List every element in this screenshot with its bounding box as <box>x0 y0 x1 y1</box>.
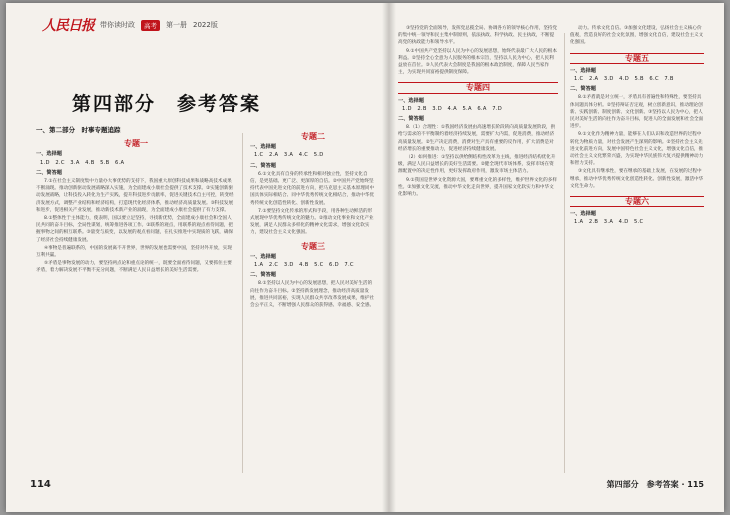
page-title: 第四部分 参考答案 <box>72 93 262 115</box>
column-divider <box>564 33 565 473</box>
header-subtitle: 带你读时政 <box>100 21 135 29</box>
topic-heading: 专题二 <box>301 132 325 141</box>
answer-paragraph: ③坚持党的全面领导，发挥党总揽全局、协调各方的领导核心作用，坚持党的集中统一领导和民主集中制原则，依法执政、科学执政、民主执政，不断提高党的执政能力和领导水平。 <box>398 26 558 46</box>
answer-paragraph: ③文化具有继承性，要在继承的基础上发展，在发展的过程中继承，推动中华优秀传统文化创造性转化、创新性发展，激活中华文化生命力。 <box>570 169 704 189</box>
choice-answers: 1.A 2.B 3.A 4.D 5.C <box>574 219 644 226</box>
topic-heading: 专题五 <box>570 53 704 64</box>
answer-paragraph: 8.①整体性于主体能力，使表明，国以要立足坚持，寻找新优势，全面建成小康社会和全国人民共同的奋斗目标，全局性谋划，统筹推进各项工作。②联系的观点，用联系的观点看待问题，把握事物之间的相互联系。③量变与质变，以发展的观点看问题，在扎实推进中实现质的飞跃，确保了经济社会持续健康发展。 <box>36 216 234 243</box>
section-heading: 一、第二部分 时事专题追踪 <box>36 126 121 134</box>
answer-paragraph: 9.①文化作为精神力量，能够在人们认识和改造世界的过程中转化为物质力量，对社会发展产生深刻的影响。②坚持社会主义先进文化前进方向，发展中国特色社会主义文化，增强文化自信，推动社会主义文化繁荣兴盛，为实现中华民族伟大复兴提供精神动力和智力支持。 <box>570 132 704 167</box>
right-page-footer <box>607 479 704 490</box>
left-column-1 <box>36 127 236 276</box>
choice-answers: 1.D 2.B 3.D 4.A 5.A 6.A 7.D <box>402 105 503 112</box>
book-gutter <box>382 3 396 512</box>
choice-answers: 1.D 2.C 3.A 4.B 5.B 6.A <box>40 159 125 166</box>
answer-paragraph: 6.①文化具有自身的传承性和相对独立性，坚持文化自信，是更基础、更广泛、更深厚的自信。②中国共产党始终坚持代表中国先进文化的前进方向，把马克思主义基本原理同中国具体实际相结合、同中华优秀传统文化相结合，推动中华优秀传统文化创造性转化、创新性发展。 <box>250 171 375 206</box>
footer-separator: · <box>681 480 688 489</box>
answer-paragraph: ④事物是普遍联系的，中国的发展离不开世界，世界的发展也需要中国，坚持对外开放，实现互利共赢。 <box>36 245 232 259</box>
question-heading: 二、简答题 <box>36 169 62 176</box>
answer-paragraph: 7.①要坚持文化传承的形式和手段，用各种生动鲜活的形式展现中华优秀传统文化的魅力。②推动文化事业和文化产业发展，满足人民群众多样化的精神文化需求，增强文化软实力，建设社会主义文化强国。 <box>250 208 374 236</box>
answer-paragraph: 7.①在社会主义制度集中力量办大事优势的支持下，我国重大原创科技成果和战略高技术成果不断涌现。推动创新驱动发展战略深入实施，为全面建成小康社会提供了技术支撑。②实施创新驱动发展战略，让科技投入转化为生产实践，提升科技进步贡献率，促进关键技术自主可控，转变经济发展方式，调整产业结构和经济结构，打造现代化经济体系，推动经济高质量发展。③科技发展和进步，促进相关产业发展，推动新技术新产业的涌现，为全面建成小康社会提供了有力支撑。 <box>36 179 234 213</box>
topic-heading: 专题一 <box>124 139 148 149</box>
answer-paragraph: 9.①我国是世界文化资源大国，要尊重文化的多样性，维护世界文化的多样性。②加强文化交流，推动中华文化走向世界，提升国家文化软实力和中华文化影响力。 <box>398 177 557 198</box>
choice-answers: 1.A 2.C 3.D 4.B 5.C 6.D 7.C <box>254 262 354 269</box>
question-heading: 一、选择题 <box>398 97 424 104</box>
question-heading: 二、简答题 <box>570 86 596 93</box>
left-page-number: 114 <box>30 479 51 490</box>
question-heading: 一、选择题 <box>36 151 62 158</box>
right-column-1 <box>398 25 558 199</box>
answer-paragraph: 动力。传承文化自信。③加强文化建设，弘扬社会主义核心价值观，营造良好的社会文化氛围，增强文化自信，建设社会主义文化强国。 <box>570 26 704 46</box>
topic-heading: 专题三 <box>301 241 325 251</box>
book-spread <box>6 3 724 512</box>
left-column-2 <box>250 127 376 310</box>
question-heading: 一、选择题 <box>250 144 276 151</box>
answer-paragraph: 9.①中国共产党坚持以人民为中心的发展思想，始终代表最广大人民的根本利益。②坚持全心全意为人民服务的根本宗旨，坚持以人民为中心，把人民利益放在首位。③人民代表大会制度是我国的根本政治制度，保障人民当家作主，为实现共同富裕提供制度保障。 <box>398 48 557 76</box>
header-tag: 高考 <box>141 20 160 31</box>
question-heading: 二、简答题 <box>398 116 424 123</box>
answer-paragraph: 8.①坚持以人民为中心的发展思想，把人民对美好生活的向往作为奋斗目标。②坚持新发展理念，推动经济高质量发展，推进共同富裕，实现人民群众共享改革发展成果，维护社会公平正义，不断增强人民群众的获得感、幸福感、安全感。 <box>250 281 375 309</box>
right-page-number: 115 <box>687 480 704 489</box>
question-heading: 一、选择题 <box>570 67 596 74</box>
choice-answers: 1.C 2.A 3.A 4.C 5.D <box>254 152 324 159</box>
newspaper-logo: 人民日报 <box>42 18 94 34</box>
question-heading: 二、简答题 <box>250 272 276 279</box>
answer-paragraph: ⑤矛盾是事物发展的动力，要坚持两点论和重点论的统一，既要全面看待问题，又要抓住主要矛盾，着力解决发展不平衡不充分问题，不断满足人民日益增长的美好生活需要。 <box>36 261 232 274</box>
choice-answers: 1.C 2.A 3.D 4.D 5.B 6.C 7.B <box>574 76 674 83</box>
answer-paragraph: 8.（1）合理性：①我国经济发展由高速增长阶段转向高质量发展阶段，供给与需求的不平衡制约着经济持续发展，需要扩大内需，促进消费，推动经济高质量发展。②生产决定消费，消费对生产具有重要的反作用，扩大消费是对经济增长的重要推动力，促进经济持续健康发展。 <box>398 125 556 152</box>
answer-paragraph: （2）如何推进：①坚持以供给侧结构性改革为主线，推进经济结构优化升级，满足人民日益增长的美好生活需要。②健全现代市场体系，发挥市场在资源配置中的决定性作用，更好发挥政府作用，激发市场主体活力。 <box>398 155 556 175</box>
question-heading: 二、简答题 <box>250 162 276 169</box>
title-area <box>6 65 384 125</box>
right-column-2 <box>570 25 704 229</box>
question-heading: 一、选择题 <box>570 211 596 218</box>
header-year: 2022版 <box>193 21 218 29</box>
topic-heading: 专题六 <box>570 196 704 207</box>
topic-heading: 专题四 <box>398 82 558 93</box>
header-volume: 第一册 <box>166 21 187 29</box>
page-header <box>42 17 218 33</box>
question-heading: 一、选择题 <box>250 253 276 260</box>
footer-section-label: 第四部分 参考答案 <box>606 480 679 489</box>
column-divider <box>242 133 243 473</box>
answer-paragraph: 8.①矛盾就是对立统一，矛盾具有普遍性和特殊性，要坚持具体问题具体分析。②坚持辩证否定观，树立创新意识，推动理论创新、实践创新、制度创新、文化创新。③坚持以人民为中心，把人民对美好生活的向往作为奋斗目标，促进人的全面发展和社会全面进步。 <box>570 95 704 130</box>
